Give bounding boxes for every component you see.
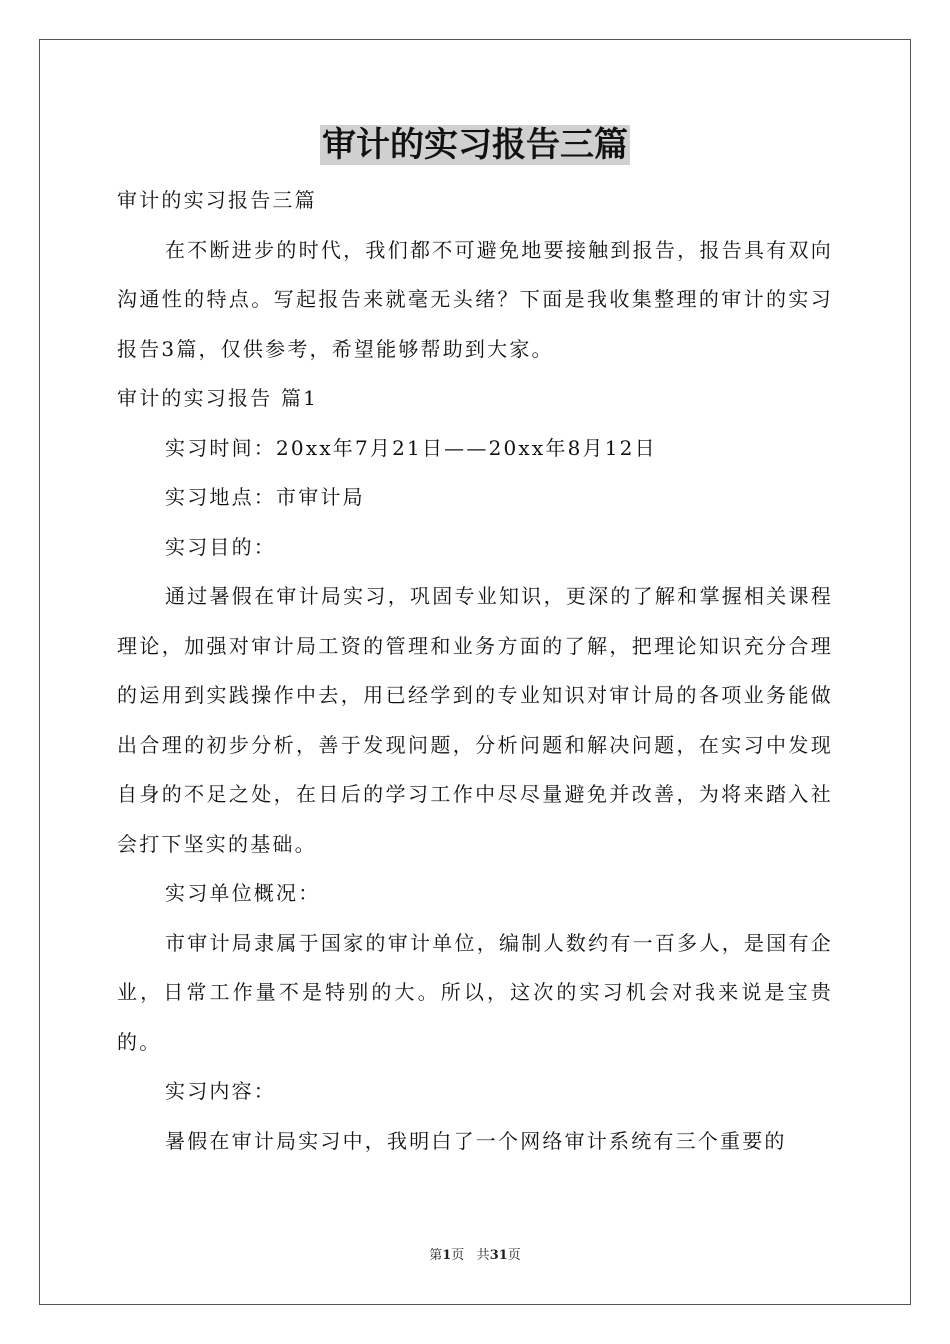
paragraph-purpose: 通过暑假在审计局实习，巩固专业知识，更深的了解和掌握相关课程理论，加强对审计局工资的管理和业务方面的了解，把理论知识充分合理的运用到实践操作中去，用已经学到的专业知识对审计局的各项业务能做出合理的初步分析，善于发现问题，分析问题和解决问题，在实习中发现自身的不足之处，在日后的学习工作中尽尽量避免并改善，为将来踏入社会打下坚实的基础。: [117, 584, 833, 856]
paragraph-unit: 市审计局隶属于国家的审计单位，编制人数约有一百多人，是国有企业，日常工作量不是特别的大。所以，这次的实习机会对我来说是宝贵的。: [117, 930, 833, 1054]
page-title: [0, 120, 950, 170]
footer-total-prefix: 共: [476, 1248, 490, 1263]
paragraph-internship-location: 实习地点：市审计局: [165, 485, 365, 509]
footer-total-pages: 31: [489, 1248, 508, 1263]
page-footer: [0, 1246, 950, 1266]
footer-current-page: 1: [442, 1248, 452, 1263]
paragraph-content-heading: 实习内容：: [165, 1079, 276, 1103]
page-title-text: 审计的实习报告三篇: [322, 125, 628, 165]
paragraph-content: 暑假在审计局实习中，我明白了一个网络审计系统有三个重要的: [165, 1128, 787, 1153]
paragraph-subtitle: 审计的实习报告三篇: [117, 188, 317, 212]
paragraph-intro: 在不断进步的时代，我们都不可避免地要接触到报告，报告具有双向沟通性的特点。写起报告来就毫无头绪？下面是我收集整理的审计的实习报告3篇，仅供参考，希望能够帮助到大家。: [117, 237, 833, 361]
footer-total-suffix: 页: [507, 1248, 521, 1263]
paragraph-purpose-heading: 实习目的：: [165, 534, 276, 559]
document-body: [117, 176, 833, 1166]
paragraph-section-heading: 审计的实习报告 篇1: [117, 386, 319, 410]
footer-prefix: 第: [429, 1248, 443, 1263]
footer-page-word: 页: [451, 1248, 465, 1263]
paragraph-internship-time: 实习时间：20xx年7月21日——20xx年8月12日: [165, 435, 657, 460]
paragraph-unit-heading: 实习单位概况：: [165, 881, 321, 905]
